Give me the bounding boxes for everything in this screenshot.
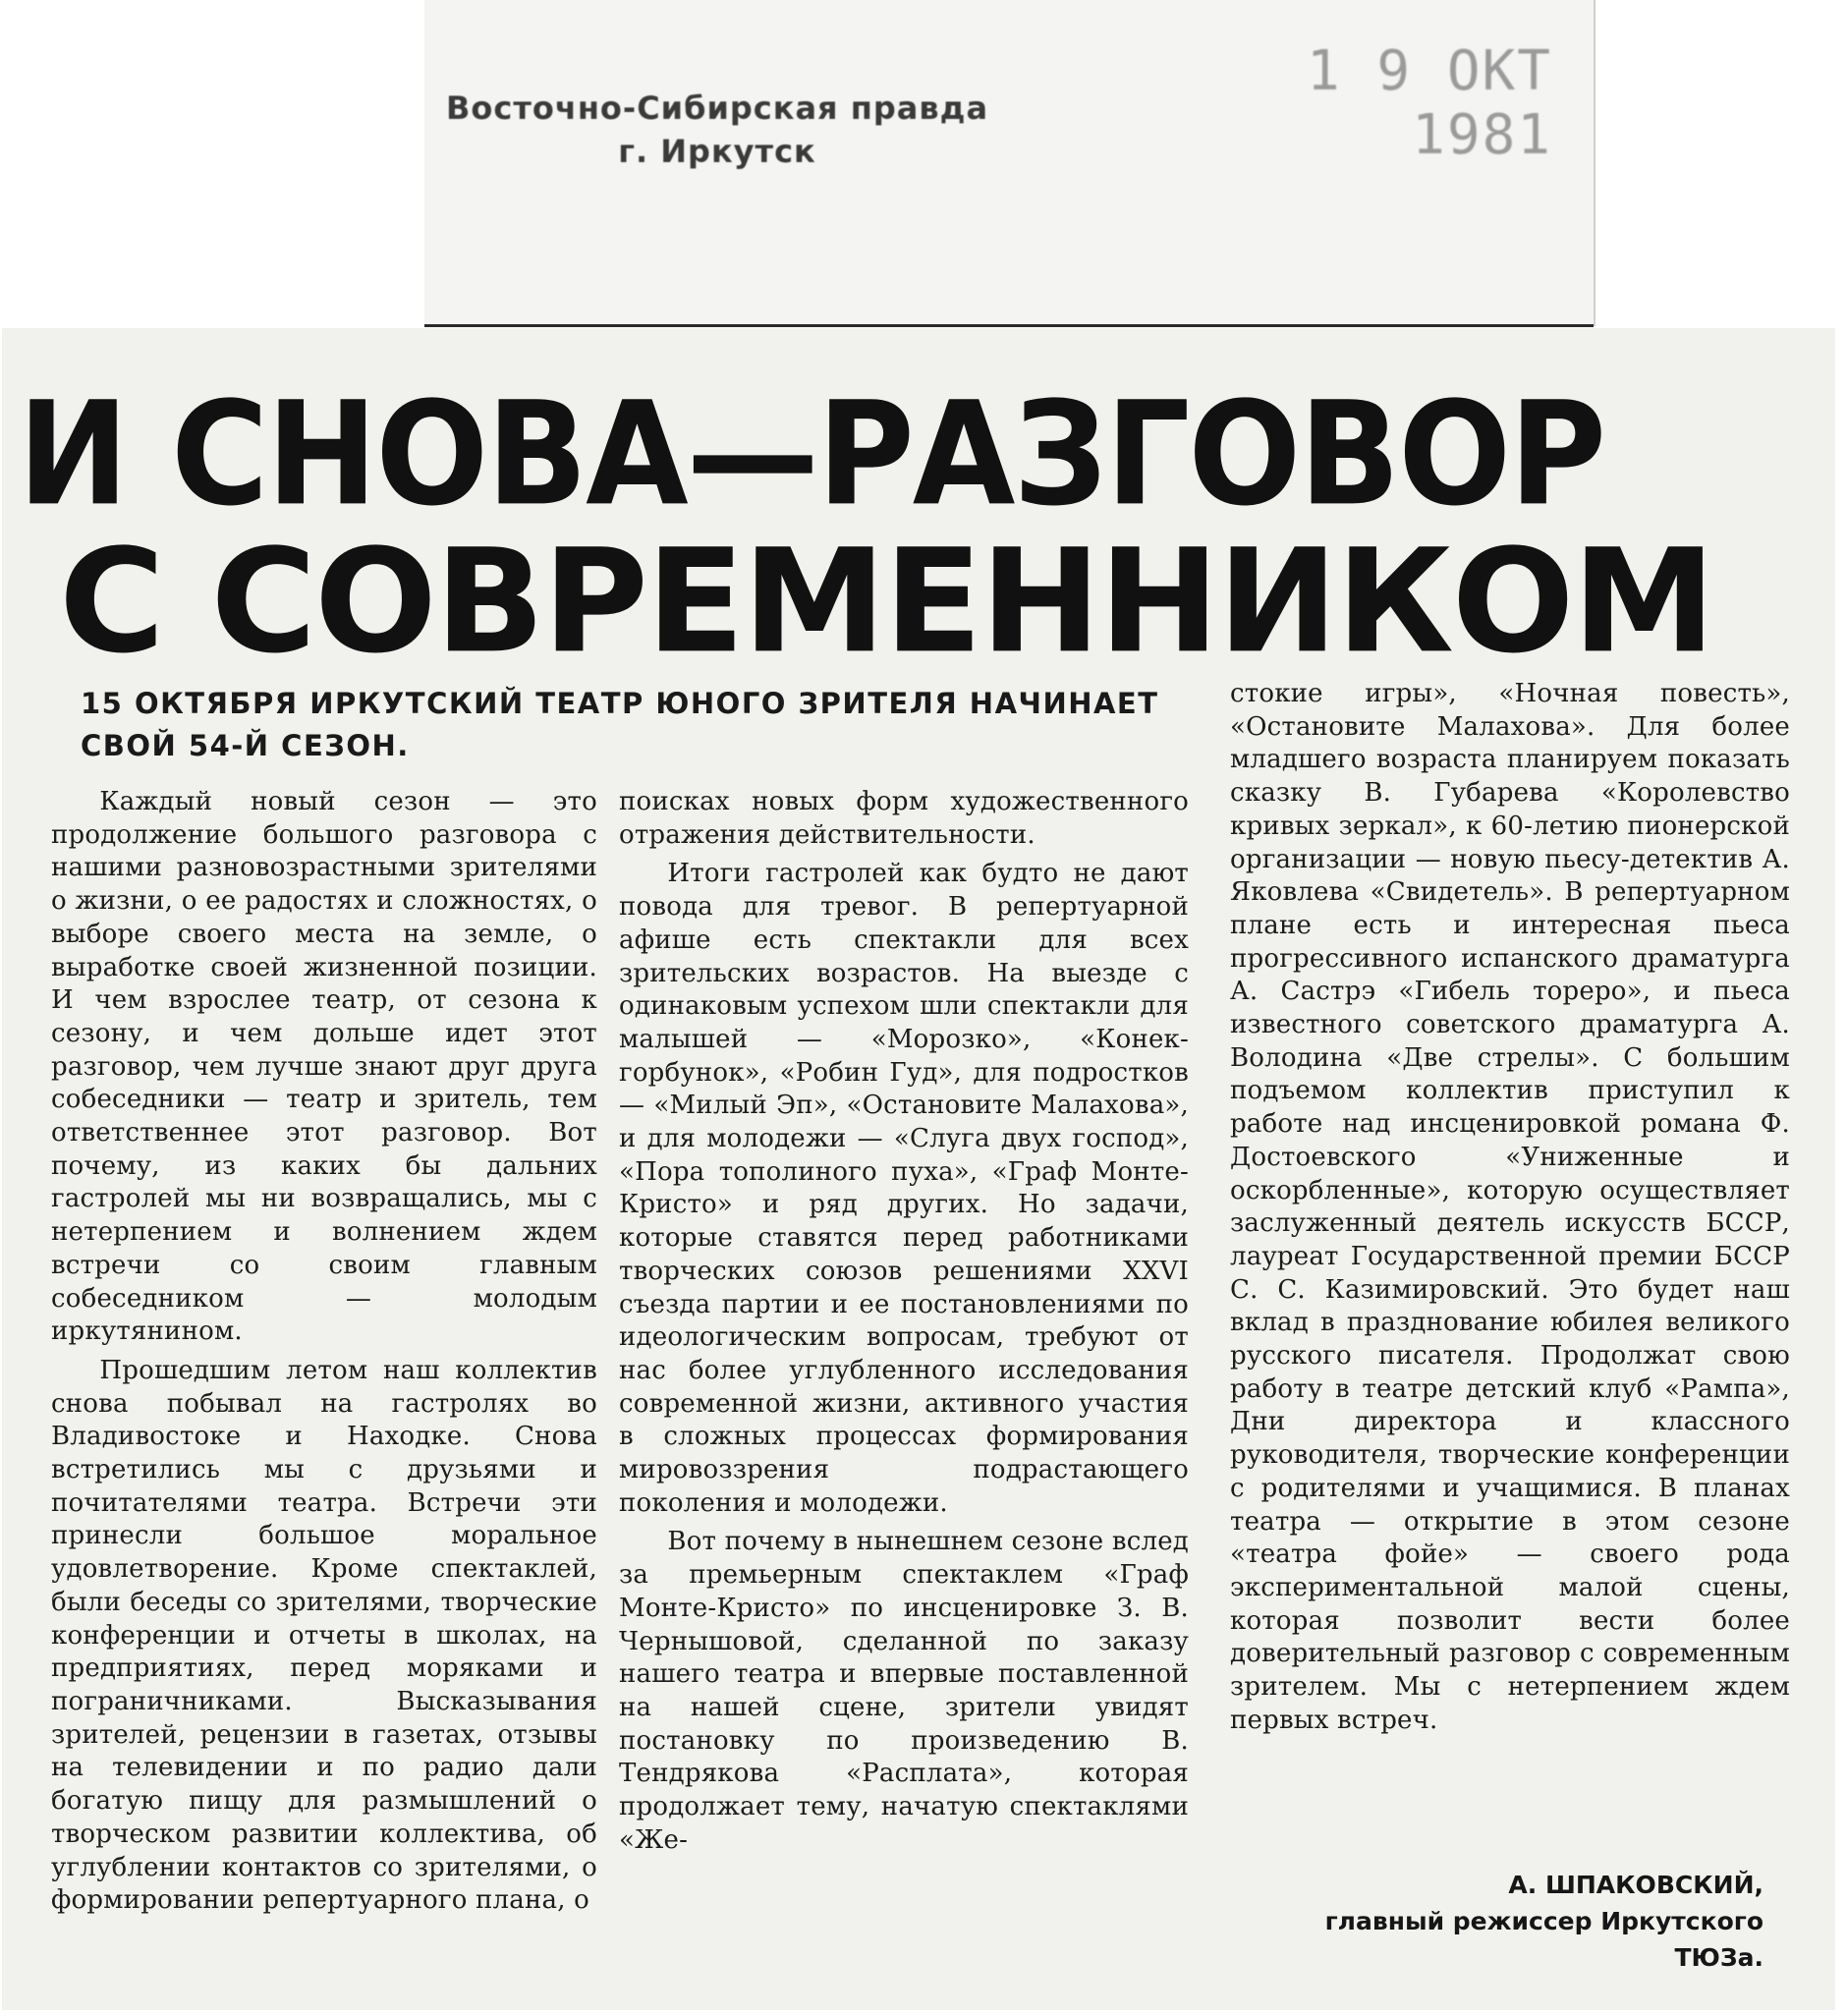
newspaper-stamp — [442, 86, 992, 173]
article-column-2 — [619, 786, 1189, 1858]
column-3-paragraph-1: стокие игры», «Ночная повесть», «Остановите Малахова». Для более младшего возраста планируем показать сказку В. Губарева «Королевство кривых зеркал», к 60-летию пионерской организации — новую пьесу-детектив А. Яковлева «Свидетель». В репертуарном плане есть и интересная пьеса прогрессивного испанского драматурга А. Састрэ «Гибель тореро», и пьеса известного советского драматурга А. Володина «Две стрелы». С большим подъемом коллектив приступил к работе над инсценировкой романа Ф. Достоевского «Униженные и оскорбленные», которую осуществляет заслуженный деятель искусств БССР, лауреат Государственной премии БССР С. С. Казимировский. Это будет наш вклад в празднование юбилея великого русского писателя. Продолжат свою работу в театре детский клуб «Рампа», Дни директора и классного руководителя, творческие конференции с родителями и учащимися. В планах театра — открытие в этом сезоне «театра фойе» — своего рода экспериментальной малой сцены, которая позволит вести более доверительный разговор с современным зрителем. Мы с нетерпением ждем первых встреч. — [1230, 679, 1790, 1735]
date-stamp: 1 9 ОКТ 1981 — [1306, 39, 1552, 167]
column-2-paragraph-1: поисках новых форм художественного отражения действительности. — [619, 787, 1189, 850]
author-title-line-1: главный режиссер Иркутского — [1324, 1907, 1763, 1935]
author-title-line-2: ТЮЗа. — [1674, 1943, 1763, 1972]
column-2-paragraph-2: Итоги гастролей как будто не дают повода для тревог. В репертуарной афише есть спектакли для всех зрительских возрастов. На выезде с одинаковым успехом шли спектакли для малышей — «Морозко», «Конек-горбунок», «Робин Гуд», для подростков — «Милый Эп», «Остановите Малахова», и для молодежи — «Слуга двух господ», «Пора тополиного пуха», «Граф Монте-Кристо» и ряд других. Но задачи, которые ставятся перед работниками творческих союзов решениями XXVI съезда партии и ее постановлениями по идеологическим вопросам, требуют от нас более углубленного исследования современной жизни, активного участия в сложных процессах формирования мировоззрения подрастающего поколения и молодежи. — [619, 859, 1189, 1518]
column-1-paragraph-2: Прошедшим летом наш коллектив снова побывал на гастролях во Владивостоке и Находке. Снова встретились мы с друзьями и почитателями театра. Встречи эти принесли большое моральное удовлетворение. Кроме спектаклей, были беседы со зрителями, творческие конференции и отчеты в школах, на предприятиях, перед моряками и пограничниками. Высказывания зрителей, рецензии в газетах, отзывы на телевидении и по радио дали богатую пищу для размышлений о творческом развитии коллектива, об углублении контактов со зрителями, о формировании репертуарного плана, о — [51, 1355, 597, 1916]
newspaper-stamp-city: г. Иркутск — [618, 133, 816, 170]
article-column-1 — [51, 786, 597, 1918]
author-name: А. ШПАКОВСКИЙ, — [1508, 1871, 1763, 1899]
column-2-paragraph-3: Вот почему в нынешнем сезоне вслед за премьерным спектаклем «Граф Монте-Кристо» по инсценировке З. В. Чернышовой, сделанной по заказу нашего театра и впервые поставленной на нашей сцене, зрители увидят постановку по произведению В. Тендрякова «Расплата», которая продолжает тему, начатую спектаклями «Же- — [619, 1527, 1189, 1855]
newspaper-stamp-title: Восточно-Сибирская правда — [445, 89, 989, 127]
column-1-paragraph-1: Каждый новый сезон — это продолжение большого разговора с нашими разновозрастными зрителями о жизни, о ее радостях и сложностях, о выборе своего места на земле, о выработке своей жизненной позиции. И чем взрослее театр, от сезона к сезону, и чем дольше идет этот разговор, чем лучше знают друг друга собеседники — театр и зритель, тем ответственнее этот разговор. Вот почему, из каких бы дальних гастролей мы ни возвращались, мы с нетерпением и волнением ждем встречи со своим главным собеседником — молодым иркутянином. — [51, 787, 597, 1347]
headline-line-1: И СНОВА—РАЗГОВОР — [18, 369, 1605, 538]
author-signature — [1218, 1867, 1763, 1976]
clipping-rule-line — [424, 324, 1594, 327]
article-lead: 15 ОКТЯБРЯ ИРКУТСКИЙ ТЕАТР ЮНОГО ЗРИТЕЛЯ НАЧИНАЕТ СВОЙ 54-Й СЕЗОН. — [81, 687, 1159, 762]
article-column-3 — [1230, 678, 1790, 1738]
headline-line-2: С СОВРЕМЕННИКОМ — [59, 517, 1714, 686]
